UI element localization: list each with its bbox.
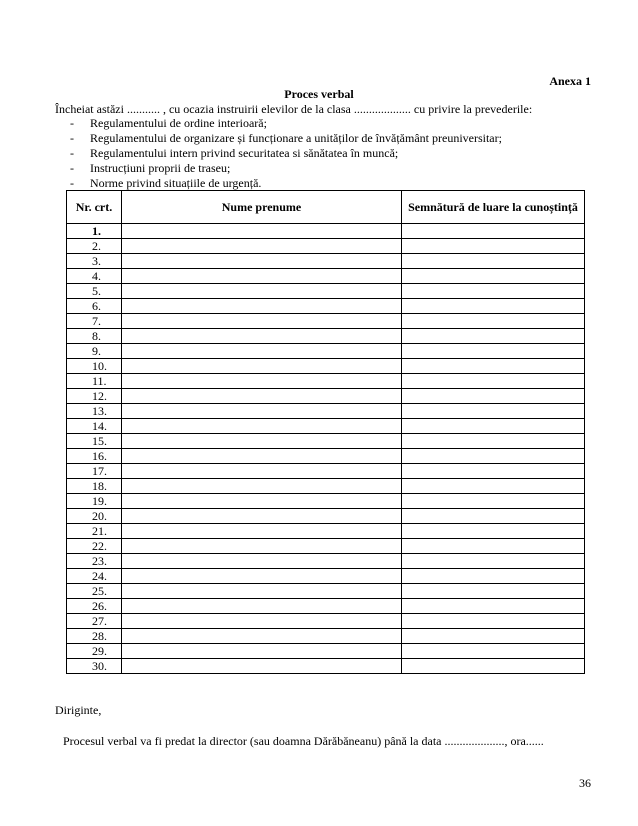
signature-cell[interactable]: [402, 449, 585, 464]
table-row: [67, 284, 585, 299]
bullet-dash: -: [70, 116, 74, 130]
row-number: 14.: [67, 419, 122, 434]
signature-cell[interactable]: [402, 479, 585, 494]
header-signature: Semnătură de luare la cunoștință: [402, 191, 585, 224]
row-number: 18.: [67, 479, 122, 494]
signature-cell[interactable]: [402, 359, 585, 374]
row-number: 21.: [67, 524, 122, 539]
signature-cell[interactable]: [402, 284, 585, 299]
name-cell[interactable]: [122, 479, 402, 494]
table-row: [67, 464, 585, 479]
table-row: [67, 254, 585, 269]
table-row: [67, 404, 585, 419]
table-row: [67, 569, 585, 584]
signature-cell[interactable]: [402, 344, 585, 359]
signature-cell[interactable]: [402, 524, 585, 539]
signature-cell[interactable]: [402, 314, 585, 329]
row-number: 13.: [67, 404, 122, 419]
row-number: 28.: [67, 629, 122, 644]
signature-cell[interactable]: [402, 239, 585, 254]
row-number: 6.: [67, 299, 122, 314]
name-cell[interactable]: [122, 374, 402, 389]
name-cell[interactable]: [122, 359, 402, 374]
name-cell[interactable]: [122, 254, 402, 269]
name-cell[interactable]: [122, 554, 402, 569]
row-number: 23.: [67, 554, 122, 569]
signature-cell[interactable]: [402, 269, 585, 284]
table-row: [67, 599, 585, 614]
regulation-item: [70, 146, 502, 161]
signature-cell[interactable]: [402, 329, 585, 344]
row-number: 19.: [67, 494, 122, 509]
row-number: 17.: [67, 464, 122, 479]
name-cell[interactable]: [122, 509, 402, 524]
signature-cell[interactable]: [402, 539, 585, 554]
name-cell[interactable]: [122, 464, 402, 479]
name-cell[interactable]: [122, 449, 402, 464]
table-row: [67, 509, 585, 524]
name-cell[interactable]: [122, 524, 402, 539]
document-title: Proces verbal: [284, 87, 354, 101]
row-number: 10.: [67, 359, 122, 374]
signature-cell[interactable]: [402, 584, 585, 599]
name-cell[interactable]: [122, 404, 402, 419]
table-row: [67, 554, 585, 569]
row-number: 25.: [67, 584, 122, 599]
row-number: 11.: [67, 374, 122, 389]
submission-note: Procesul verbal va fi predat la director (sau doamna Dărăbăneanu) până la data ...................., ora......: [63, 734, 544, 748]
name-cell[interactable]: [122, 644, 402, 659]
row-number: 15.: [67, 434, 122, 449]
signature-cell[interactable]: [402, 629, 585, 644]
row-number: 27.: [67, 614, 122, 629]
row-number: 24.: [67, 569, 122, 584]
regulation-text: Instrucțiuni proprii de traseu;: [90, 161, 231, 175]
name-cell[interactable]: [122, 344, 402, 359]
regulation-text: Norme privind situațiile de urgență.: [90, 176, 262, 190]
name-cell[interactable]: [122, 269, 402, 284]
attendance-table: [66, 190, 585, 674]
row-number: 7.: [67, 314, 122, 329]
table-row: [67, 629, 585, 644]
name-cell[interactable]: [122, 539, 402, 554]
name-cell[interactable]: [122, 224, 402, 239]
row-number: 26.: [67, 599, 122, 614]
table-row: [67, 344, 585, 359]
row-number: 9.: [67, 344, 122, 359]
signature-cell[interactable]: [402, 569, 585, 584]
signature-cell[interactable]: [402, 599, 585, 614]
signature-cell[interactable]: [402, 494, 585, 509]
name-cell[interactable]: [122, 434, 402, 449]
page-number: 36: [579, 776, 591, 790]
bullet-dash: -: [70, 161, 74, 175]
signature-cell[interactable]: [402, 614, 585, 629]
name-cell[interactable]: [122, 584, 402, 599]
bullet-dash: -: [70, 176, 74, 190]
table-row: [67, 614, 585, 629]
signature-cell[interactable]: [402, 419, 585, 434]
signature-cell[interactable]: [402, 404, 585, 419]
signature-cell[interactable]: [402, 224, 585, 239]
bullet-dash: -: [70, 146, 74, 160]
table-row: [67, 479, 585, 494]
signature-cell[interactable]: [402, 644, 585, 659]
row-number: 29.: [67, 644, 122, 659]
table-row: [67, 494, 585, 509]
name-cell[interactable]: [122, 659, 402, 674]
table-row: [67, 299, 585, 314]
table-row: [67, 224, 585, 239]
signature-cell[interactable]: [402, 659, 585, 674]
row-number: 20.: [67, 509, 122, 524]
name-cell[interactable]: [122, 299, 402, 314]
name-cell[interactable]: [122, 614, 402, 629]
annex-label: Anexa 1: [549, 74, 591, 88]
name-cell[interactable]: [122, 569, 402, 584]
table-row: [67, 239, 585, 254]
signature-cell[interactable]: [402, 299, 585, 314]
name-cell[interactable]: [122, 284, 402, 299]
signature-cell[interactable]: [402, 509, 585, 524]
table-body: [67, 224, 585, 674]
row-number: 30.: [67, 659, 122, 674]
diriginte-label: Diriginte,: [55, 703, 102, 717]
intro-text: Încheiat astăzi ........... , cu ocazia instruirii elevilor de la clasa ................... cu privire la prevederile:: [55, 102, 533, 116]
table-row: [67, 449, 585, 464]
table-row: [67, 434, 585, 449]
table-row: [67, 524, 585, 539]
table-row: [67, 419, 585, 434]
name-cell[interactable]: [122, 419, 402, 434]
row-number: 3.: [67, 254, 122, 269]
name-cell[interactable]: [122, 494, 402, 509]
table-row: [67, 314, 585, 329]
table-header-row: [67, 191, 585, 224]
signature-cell[interactable]: [402, 254, 585, 269]
name-cell[interactable]: [122, 314, 402, 329]
signature-cell[interactable]: [402, 389, 585, 404]
regulation-text: Regulamentului intern privind securitatea si sănătatea în muncă;: [90, 146, 399, 160]
header-nr-crt: Nr. crt.: [67, 191, 122, 224]
signature-cell[interactable]: [402, 464, 585, 479]
row-number: 12.: [67, 389, 122, 404]
regulation-text: Regulamentului de organizare și funcționare a unităților de învățământ preuniversitar;: [90, 131, 502, 145]
table-row: [67, 374, 585, 389]
regulations-list: [70, 116, 502, 191]
table-row: [67, 644, 585, 659]
row-number: 4.: [67, 269, 122, 284]
name-cell[interactable]: [122, 389, 402, 404]
regulation-text: Regulamentului de ordine interioară;: [90, 116, 267, 130]
table-row: [67, 269, 585, 284]
row-number: 1.: [67, 224, 122, 239]
row-number: 16.: [67, 449, 122, 464]
row-number: 22.: [67, 539, 122, 554]
row-number: 5.: [67, 284, 122, 299]
signature-cell[interactable]: [402, 374, 585, 389]
regulation-item: [70, 131, 502, 146]
table-row: [67, 539, 585, 554]
regulation-item: [70, 176, 502, 191]
table-row: [67, 584, 585, 599]
signature-cell[interactable]: [402, 554, 585, 569]
regulation-item: [70, 116, 502, 131]
name-cell[interactable]: [122, 329, 402, 344]
table-row: [67, 359, 585, 374]
table-row: [67, 329, 585, 344]
row-number: 2.: [67, 239, 122, 254]
name-cell[interactable]: [122, 239, 402, 254]
name-cell[interactable]: [122, 599, 402, 614]
table-row: [67, 389, 585, 404]
table-row: [67, 659, 585, 674]
header-name: Nume prenume: [122, 191, 402, 224]
name-cell[interactable]: [122, 629, 402, 644]
regulation-item: [70, 161, 502, 176]
signature-cell[interactable]: [402, 434, 585, 449]
row-number: 8.: [67, 329, 122, 344]
bullet-dash: -: [70, 131, 74, 145]
